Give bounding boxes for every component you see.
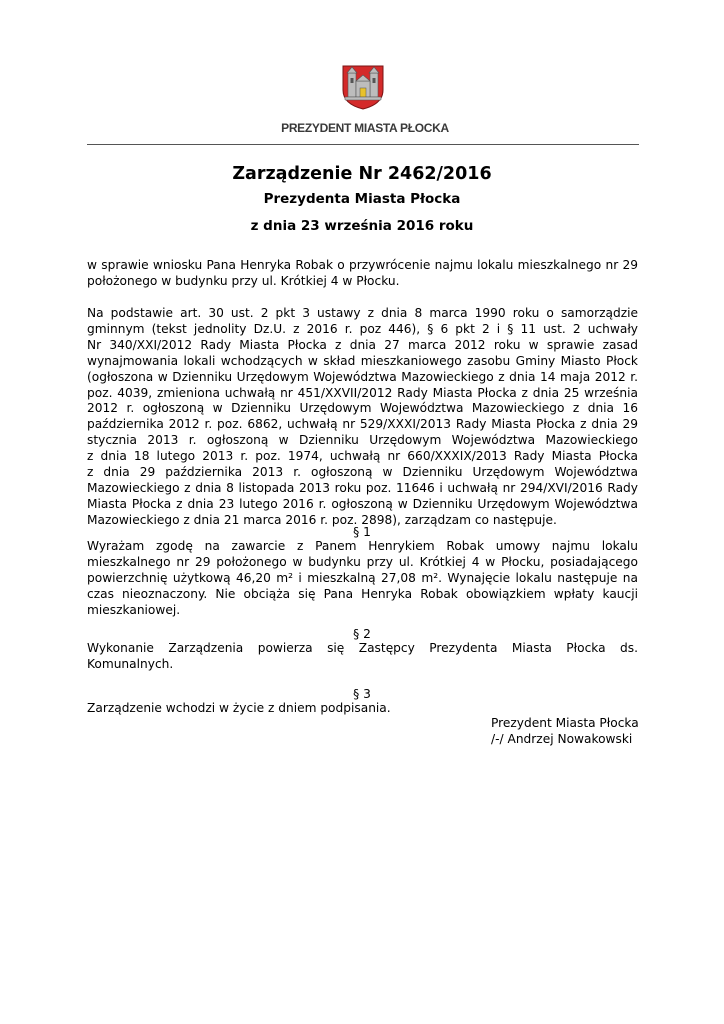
legal-basis-line: Mazowieckiego z dnia 8 listopada 2013 roku poz. 11646 i uchwałą nr 294/XVI/2016 Rady bbox=[87, 480, 638, 495]
section-line: Wykonanie Zarządzenia powierza się Zastępcy Prezydenta Miasta Płocka ds. bbox=[87, 641, 638, 655]
subject-paragraph bbox=[87, 258, 638, 290]
document-issuer: Prezydenta Miasta Płocka bbox=[263, 191, 461, 207]
section-line: Wyrażam zgodę na zawarcie z Panem Henrykiem Robak umowy najmu lokalu bbox=[87, 539, 638, 553]
coat-of-arms-icon bbox=[341, 64, 385, 110]
signature-block bbox=[491, 716, 639, 748]
section-line: mieszkaniowej. bbox=[87, 602, 181, 617]
section-line: powierzchnię użytkową 46,20 m² i mieszkalną 27,08 m². Wynajęcie lokalu następuje na bbox=[87, 570, 638, 585]
signature-title: Prezydent Miasta Płocka bbox=[491, 716, 639, 730]
legal-basis-line: (ogłoszona w Dzienniku Urzędowym Województwa Mazowieckiego z dnia 14 maja 2012 r. bbox=[87, 369, 638, 384]
legal-basis-line: gminnym (tekst jednolity Dz.U. z 2016 r. poz 446), § 6 pkt 2 i § 11 ust. 2 uchwały bbox=[87, 321, 638, 336]
letterhead-office-name: PREZYDENT MIASTA PŁOCKA bbox=[281, 121, 449, 135]
section-1-sign: § 1 bbox=[353, 525, 371, 539]
document-date: z dnia 23 września 2016 roku bbox=[250, 218, 474, 234]
subject-line: w sprawie wniosku Pana Henryka Robak o przywrócenie najmu lokalu mieszkalnego nr 29 bbox=[87, 258, 638, 272]
document-title: Zarządzenie Nr 2462/2016 bbox=[232, 164, 492, 184]
legal-basis-line: Mazowieckiego z dnia 21 marca 2016 r. poz. 2898), zarządzam co następuje. bbox=[87, 512, 557, 527]
section-line: Komunalnych. bbox=[87, 656, 174, 671]
legal-basis-line: Na podstawie art. 30 ust. 2 pkt 3 ustawy z dnia 8 marca 1990 roku o samorządzie bbox=[87, 306, 638, 320]
legal-basis-line: wynajmowania lokali wchodzących w skład mieszkaniowego zasobu Gminy Miasto Płock bbox=[87, 353, 638, 368]
section-line: mieszkalnego nr 29 położonego w budynku przy ul. Krótkiej 4 w Płocku, posiadającego bbox=[87, 554, 638, 569]
legal-basis-line: października 2012 r. poz. 6862, uchwałą nr 529/XXXI/2013 Rady Miasta Płocka z dnia 29 bbox=[87, 417, 638, 432]
signature-name: /-/ Andrzej Nowakowski bbox=[491, 731, 633, 746]
section-1-text bbox=[87, 539, 638, 619]
section-3-sign: § 3 bbox=[353, 687, 371, 701]
subject-line: położonego w budynku przy ul. Krótkiej 4 w Płocku. bbox=[87, 273, 400, 288]
section-line: Zarządzenie wchodzi w życie z dniem podpisania. bbox=[87, 701, 391, 715]
legal-basis-line: 2012 r. ogłoszoną w Dzienniku Urzędowym Województwa Mazowieckiego z dnia 16 bbox=[87, 401, 638, 416]
legal-basis-line: z dnia 29 października 2013 r. ogłoszoną w Dzienniku Urzędowym Województwa bbox=[87, 465, 638, 480]
section-2-sign: § 2 bbox=[353, 627, 371, 641]
legal-basis-line: Nr 340/XXI/2012 Rady Miasta Płocka z dnia 27 marca 2012 roku w sprawie zasad bbox=[87, 337, 638, 352]
legal-basis-line: z dnia 18 lutego 2013 r. poz. 1974, uchwałą nr 660/XXXIX/2013 Rady Miasta Płocka bbox=[87, 449, 638, 464]
legal-basis-line: poz. 4039, zmieniona uchwałą nr 451/XXVII/2012 Rady Miasta Płocka z dnia 25 września bbox=[87, 385, 638, 400]
section-2-text bbox=[87, 641, 638, 673]
legal-basis-line: stycznia 2013 r. ogłoszoną w Dzienniku Urzędowym Województwa Mazowieckiego bbox=[87, 433, 638, 448]
section-line: czas nieoznaczony. Nie obciąża się Pana Henryka Robak obowiązkiem wpłaty kaucji bbox=[87, 586, 638, 601]
letterhead-divider bbox=[87, 144, 639, 145]
section-3-text bbox=[87, 701, 638, 717]
legal-basis-line: Miasta Płocka z dnia 23 lutego 2016 r. ogłoszoną w Dzienniku Urzędowym Województwa bbox=[87, 496, 638, 511]
legal-basis-paragraph bbox=[87, 306, 638, 529]
